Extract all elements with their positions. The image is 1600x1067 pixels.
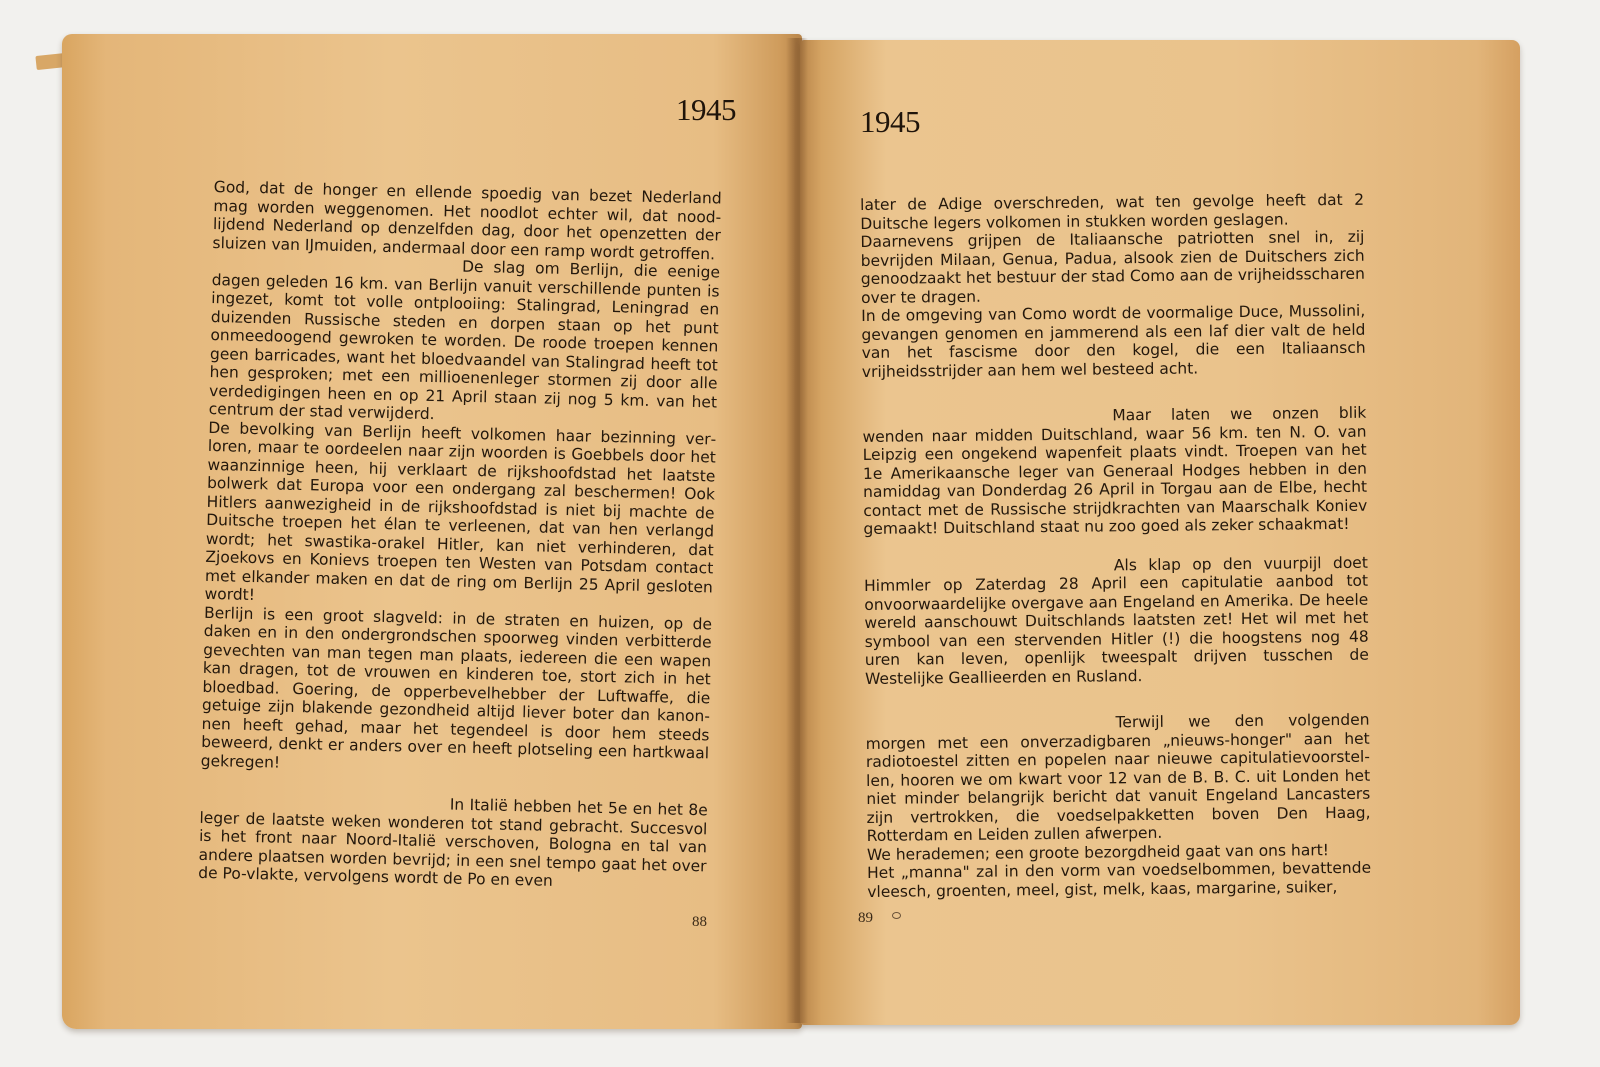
paragraph: De bevolking van Berlijn heeft volkomen haar bezinning verloren, maar te oordeelen naar zijn woorden is Goebbels door het waanzinnige heen, hij verklaart de rijkshoofdstad het laatste bolwerk dat Europa voor een ondergang zal beschermen! Ook Hitlers aanwezigheid in de rijkshoofdstad is niet bij machte de Duitsche troepen het élan te verleenen, dat van hen verlangd wordt; het swastika-orakel Hitler, kan niet verhinderen, dat Zjoekovs en Konievs troepen ten Westen van Potsdam contact met elkander maken en dat de ring om Berlijn 25 April gesloten wordt! [204, 418, 717, 605]
paragraph: Terwijl we den volgenden morgen met een onverzadigbaren „nieuws-honger" aan het radiotoestel zitten en popelen naar nieuwe capitulatievoorstellen, hooren we om kwart voor 12 van de B. B. C. uit Londen het niet minder belangrijk bericht dat vanuit Engeland Lancasters zijn vertrokken, die voedselpakketten boven Den Haag, Rotterdam en Leiden zullen afwerpen. [865, 710, 1371, 845]
paragraph: later de Adige overschreden, wat ten gevolge heeft dat 2 Duitsche legers volkomen in stukken worden geslagen. [860, 190, 1365, 233]
paragraph: God, dat de honger en ellende spoedig van bezet Nederland mag worden weggenomen. Het noodlot echter wil, dat noodlijdend Nederland op denzelfden dag, door het openzetten der sluizen van IJmuiden, andermaal door een ramp wordt getroffen. [212, 178, 722, 263]
paragraph: Maar laten we onzen blik wenden naar midden Duitschland, waar 56 km. ten N. O. van Leipzig een ongekend wapenfeit plaats vindt. Troepen van het 1e Amerikaansche leger van Generaal Hodges hebben in den namiddag van Donderdag 26 April in Torgau aan de Elbe, hecht contact met de Russische strijdkrachten van Maarschalk Koniev gemaakt! Duitschland staat nu zoo goed als zeker schaakmat! [862, 403, 1368, 538]
left-page-body [198, 178, 722, 894]
right-page-body [860, 191, 1371, 901]
paragraph: We herademen; een groote bezorgdheid gaat van ons hart! [866, 840, 1330, 864]
right-page [800, 40, 1520, 1025]
page-number: 88 [692, 914, 707, 930]
paragraph: In de omgeving van Como wordt de voormalige Duce, Mussolini, gevangen genomen en jammerend als een laf dier valt de held van het fascisme door den kogel, die een Italiaansch vrijheidsstrijder aan hem wel besteed acht. [861, 301, 1366, 381]
paragraph: Berlijn is een groot slagveld: in de straten en huizen, op de daken en in den ondergrondschen spoorweg vinden verbitterde gevechten van man tegen man plaats, iedereen die een wapen kan dragen, tot de vrouwen en kinderen toe, stort zich in het bloedbad. Goering, de opperbevelhebber der Luftwaffe, die getuige zijn blakende gezondheid altijd liever boter dan kanonnen heeft gehad, maar het tegendeel is door hem steeds beweerd, denkt er anders over en heeft plotseling een hartkwaal gekregen! [200, 603, 713, 772]
left-page [62, 34, 802, 1029]
book-spine-shadow [786, 38, 808, 1023]
paragraph: Daarnevens grijpen de Italiaansche patriotten snel in, zij bevrijden Milaan, Genua, Padua, alsook zien de Duitschers zich genoodzaakt het bestuur der stad Como aan de vrijheidsscharen over te dragen. [860, 227, 1365, 307]
page-header-year: 1945 [860, 104, 920, 139]
paragraph: Als klap op den vuurpijl doet Himmler op Zaterdag 28 April een capitulatie aanbod tot onvoorwaardelijke overgave aan Engeland en Amerika. De heele wereld aanschouwt Duitschlands laatsten zet! Het wil met het symbool van een stervenden Hitler (!) die hoogstens nog 48 uren kan leven, openlijk tweespalt drijven tusschen de Westelijke Geallieerden en Rusland. [863, 553, 1369, 688]
paragraph: De slag om Berlijn, die eenige dagen geleden 16 km. van Berlijn vanuit verschillende punten is ingezet, komt tot volle ontplooiing: Stalingrad, Leningrad en duizenden Russische steden en dorpen staan op het punt onmeedoogend gewroken te worden. De roode troepen kennen geen barricades, want het bloedvaandel van Stalingrad heeft tot hen gesproken; met een millioenenleger stormen zij door alle verdedigingen heen en op 21 April staan zij nog 5 km. van het centrum der stad verwijderd. [208, 257, 721, 424]
paragraph: Het „manna" zal in den vorm van voedselbommen, bevattende vleesch, groenten, meel, gist, melk, kaas, margarine, suiker, [866, 858, 1372, 901]
paragraph: In Italië hebben het 5e en het 8e leger de laatste weken wonderen tot stand gebracht. Succesvol is het front naar Noord-Italië verschoven, Bologna en tal van andere plaatsen worden bevrijd; in een snel tempo gaat het over de Po-vlakte, vervolgens wordt de Po en even [198, 795, 708, 890]
ink-mark [892, 912, 901, 919]
page-number: 89 [858, 910, 873, 926]
page-header-year: 1945 [676, 92, 736, 127]
